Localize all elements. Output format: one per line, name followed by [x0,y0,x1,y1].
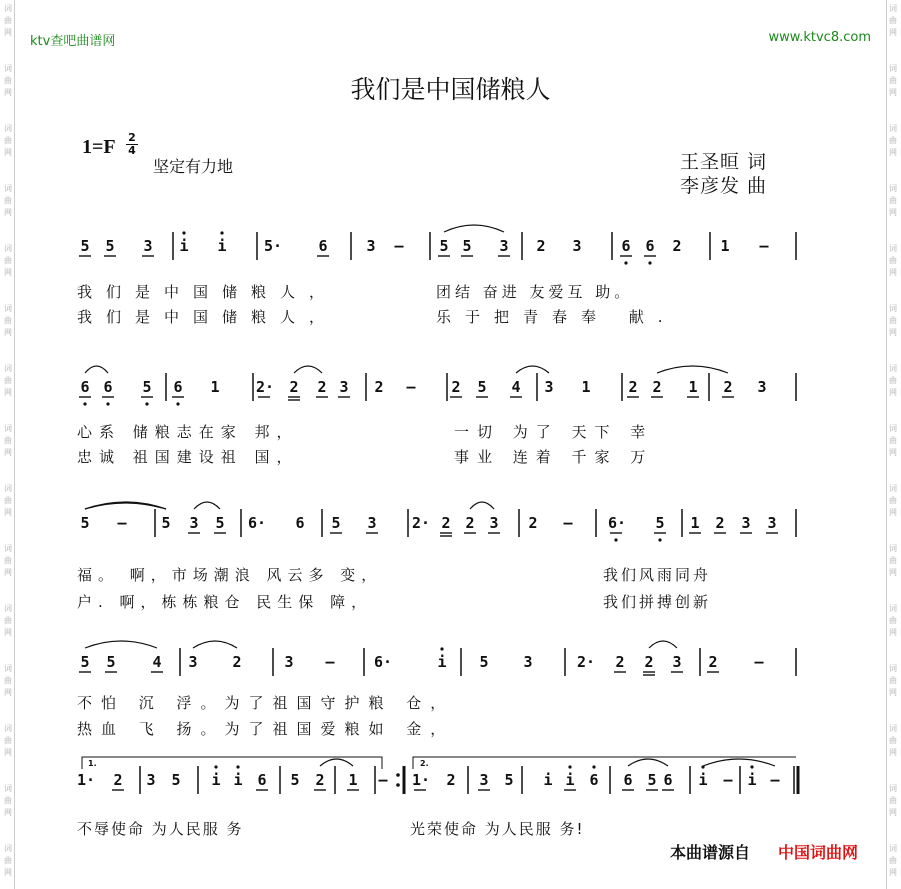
note: – [754,653,764,671]
slur [657,366,728,373]
footer-source-label: 本曲谱源自 [670,843,751,862]
watermark-char: 网 [889,388,897,397]
watermark-char: 词 [889,484,897,493]
watermark-char: 网 [889,208,897,217]
watermark-char: 词 [4,124,12,133]
watermark-char: 网 [889,628,897,637]
note: 2 [317,378,327,396]
note: 3 [757,378,767,396]
slur [444,225,504,232]
octave-dot-above [214,765,217,768]
note: i [211,771,221,789]
watermark-char: 网 [4,628,12,637]
key-signature: 1=F [82,136,116,158]
watermark-char: 曲 [889,796,897,805]
note: 5 [479,653,489,671]
note: 3 [339,378,349,396]
note: 2 [441,514,451,532]
watermark-char: 曲 [889,376,897,385]
watermark-char: 网 [889,268,897,277]
watermark-char: 词 [889,424,897,433]
note: 6 [645,237,655,255]
watermark-char: 网 [889,328,897,337]
note: – [378,771,388,789]
note: – [406,378,416,396]
watermark-char: 曲 [889,16,897,25]
lyric-row5-b: 光荣使命 为人民服 务! [410,820,585,838]
note: i [565,771,575,789]
note: 3 [767,514,777,532]
watermark-char: 曲 [4,736,12,745]
slur [294,366,322,373]
watermark-char: 曲 [4,76,12,85]
lyric-row1-v2b: 乐于把青春奉 献. [436,308,677,326]
note: 2 [465,514,475,532]
watermark-char: 曲 [4,616,12,625]
watermark-char: 词 [889,724,897,733]
note: – [117,514,127,532]
lyric-row2-v2b: 事业 连着 千家 万 [454,448,654,466]
note: i [747,771,757,789]
note: – [563,514,573,532]
octave-dot-below [176,402,179,405]
watermark-char: 曲 [889,676,897,685]
note: 5 [215,514,225,532]
watermark-char: 曲 [889,316,897,325]
repeat-dot [396,773,400,777]
watermark-char: 词 [889,664,897,673]
note: 3 [499,237,509,255]
note: i [217,237,227,255]
watermark-char: 曲 [889,196,897,205]
note: 5 [462,237,472,255]
watermark-char: 网 [889,148,897,157]
note: – [394,237,404,255]
note: 5 [290,771,300,789]
watermark-char: 曲 [889,616,897,625]
note: 6 [621,237,631,255]
note: 6 [318,237,328,255]
watermark-char: 网 [4,328,12,337]
note: 1 [581,378,591,396]
note: 2 [232,653,242,671]
note: 6 [80,378,90,396]
note: 4 [511,378,521,396]
note: 2 [715,514,725,532]
octave-dot-below [648,261,651,264]
watermark-char: 词 [889,844,897,853]
lyric-row2-v1b: 一切 为了 天下 幸 [454,423,654,441]
watermark-char: 词 [889,244,897,253]
slur [85,503,166,509]
note: 5 [439,237,449,255]
note: 2· [412,514,431,532]
note: 1 [690,514,700,532]
slur [628,759,668,766]
note: 5 [106,653,116,671]
note: i [179,237,189,255]
note: 2· [577,653,596,671]
watermark-char: 曲 [4,556,12,565]
slur [85,366,108,373]
note: – [770,771,780,789]
note: 2 [289,378,299,396]
watermark-char: 词 [889,64,897,73]
note: 5 [142,378,152,396]
octave-dot-below [624,261,627,264]
octave-dot-below [614,538,617,541]
watermark-char: 网 [889,868,897,877]
lyric-row1-v2a: 我们是中国储粮人， [77,308,339,326]
watermark-char: 词 [4,724,12,733]
note: 3 [367,514,377,532]
watermark-char: 网 [889,448,897,457]
lyric-row2-v1a: 心系 储粮志在家 邦， [77,423,299,441]
watermark-char: 曲 [4,196,12,205]
watermark-char: 网 [889,28,897,37]
lyric-row1-v1b: 团结 奋进 友爱互 助。 [436,283,634,301]
composer: 李彦发 曲 [680,175,768,197]
watermark-char: 曲 [4,136,12,145]
octave-dot-below [83,402,86,405]
note: 1 [348,771,358,789]
note: 1 [210,378,220,396]
site-right-link[interactable]: www.ktvc8.com [768,30,871,45]
watermark-char: 网 [4,28,12,37]
time-bottom: 4 [126,144,138,157]
note: 6 [663,771,673,789]
watermark-char: 曲 [889,496,897,505]
watermark-char: 网 [889,748,897,757]
watermark-char: 曲 [889,136,897,145]
note: – [759,237,769,255]
note: 3 [741,514,751,532]
site-left-link[interactable]: ktv查吧曲谱网 [30,34,116,49]
tempo-marking: 坚定有力地 [153,157,234,176]
octave-dot-below [145,402,148,405]
watermark-char: 网 [4,88,12,97]
watermark-char: 网 [4,388,12,397]
note: 5 [105,237,115,255]
note: 5 [655,514,665,532]
note: 4 [152,653,162,671]
note: 2 [528,514,538,532]
watermark-char: 词 [4,184,12,193]
watermark-char: 词 [4,64,12,73]
note: 6· [374,653,393,671]
watermark-char: 词 [4,4,12,13]
lyric-row4-v1: 不怕 沉 浮。为了祖国守护粮 仓， [77,694,455,712]
note: – [325,653,335,671]
watermark-char: 网 [889,808,897,817]
lyric-row3-v2b: 我们拼搏创新 [603,593,712,611]
time-top: 2 [128,131,136,144]
watermark-char: 词 [889,364,897,373]
note: 2 [374,378,384,396]
note: 3 [672,653,682,671]
watermark-char: 曲 [4,376,12,385]
octave-dot-above [592,765,595,768]
note: i [698,771,708,789]
song-title: 我们是中国储粮人 [350,75,551,104]
note: 2 [315,771,325,789]
watermark-char: 词 [4,604,12,613]
note: 5 [504,771,514,789]
octave-dot-above [220,231,223,234]
watermark-char: 词 [889,304,897,313]
watermark-char: 网 [4,268,12,277]
watermark-char: 网 [4,808,12,817]
note: i [543,771,553,789]
watermark-char: 网 [4,148,12,157]
watermark-char: 词 [4,244,12,253]
watermark-char: 网 [4,208,12,217]
watermark-char: 曲 [889,256,897,265]
note: 3 [479,771,489,789]
note: 2 [536,237,546,255]
lyric-row1-v1a: 我们是中国储粮人， [77,283,339,301]
slur [194,502,220,509]
octave-dot-above [182,231,185,234]
note: – [723,771,733,789]
watermark-char: 曲 [4,496,12,505]
note: 3 [146,771,156,789]
slur [320,759,353,766]
watermark-char: 词 [889,604,897,613]
note: 5· [264,237,283,255]
watermark-char: 曲 [889,856,897,865]
octave-dot-above [440,647,443,650]
volta-1-label: 1. [88,759,97,768]
watermark-char: 词 [4,664,12,673]
octave-dot-above [236,765,239,768]
note: 5 [80,237,90,255]
octave-dot-above [750,765,753,768]
note: 2 [708,653,718,671]
watermark-char: 词 [889,544,897,553]
note: 3 [544,378,554,396]
note: 2 [113,771,123,789]
note: 6 [173,378,183,396]
watermark-char: 网 [4,688,12,697]
watermark-char: 曲 [4,256,12,265]
lyric-row2-v2a: 忠诚 祖国建设祖 国， [77,448,299,466]
note: 6 [589,771,599,789]
note: 1 [720,237,730,255]
watermark-char: 曲 [4,16,12,25]
slur [703,759,775,766]
octave-dot-above [568,765,571,768]
watermark-char: 词 [889,784,897,793]
watermark-char: 网 [889,568,897,577]
note: 1· [77,771,96,789]
watermark-char: 曲 [4,676,12,685]
note: 6· [248,514,267,532]
note: 3 [284,653,294,671]
note: 3 [366,237,376,255]
volta-2-label: 2. [420,759,429,768]
note: 3 [143,237,153,255]
watermark-char: 网 [4,748,12,757]
note: i [233,771,243,789]
note: 2 [652,378,662,396]
lyric-row4-v2: 热血 飞 扬。为了祖国爱粮如 金， [77,720,455,738]
lyric-row5-a: 不辱使命 为人民服 务 [77,820,244,838]
watermark-char: 曲 [4,436,12,445]
octave-dot-below [106,402,109,405]
lyric-row3-v1a: 福。 啊，市场潮浪 风云多 变， [77,566,383,584]
note: 6 [257,771,267,789]
watermark-char: 网 [889,688,897,697]
watermark-char: 曲 [4,796,12,805]
watermark-char: 网 [889,88,897,97]
slur [85,641,157,648]
lyric-row3-v1b: 我们风雨同舟 [603,566,712,584]
watermark-char: 词 [4,484,12,493]
watermark-char: 网 [4,508,12,517]
note: 2 [672,237,682,255]
note: 6· [608,514,627,532]
note: 2· [256,378,275,396]
note: 3 [523,653,533,671]
note: 6 [103,378,113,396]
footer-brand[interactable]: 中国词曲网 [778,843,859,862]
watermark-char: 曲 [4,856,12,865]
watermark-char: 曲 [889,736,897,745]
watermark-char: 网 [889,508,897,517]
note: 3 [489,514,499,532]
watermark-char: 词 [889,184,897,193]
slur [193,641,237,648]
watermark-char: 曲 [889,436,897,445]
lyricist: 王圣晅 词 [680,151,768,173]
note: 2 [451,378,461,396]
note: 2 [615,653,625,671]
note: 2 [446,771,456,789]
watermark-char: 词 [4,844,12,853]
note: 2 [628,378,638,396]
note: 2 [644,653,654,671]
watermark-char: 曲 [889,556,897,565]
watermark-char: 网 [4,568,12,577]
repeat-dot [396,783,400,787]
note: 2 [723,378,733,396]
note: 5 [80,653,90,671]
note: i [437,653,447,671]
note: 5 [331,514,341,532]
watermark-char: 词 [4,304,12,313]
note: 6 [295,514,305,532]
watermark-char: 曲 [4,316,12,325]
note: 5 [647,771,657,789]
watermark-char: 词 [4,364,12,373]
note: 5 [80,514,90,532]
note: 1· [412,771,431,789]
note: 3 [188,653,198,671]
watermark-char: 网 [4,868,12,877]
lyric-row3-v2a: 户. 啊，栋栋粮仓 民生保 障， [77,593,373,611]
watermark-char: 词 [889,4,897,13]
octave-dot-below [658,538,661,541]
slur [516,366,549,373]
watermark-char: 曲 [889,76,897,85]
note: 3 [572,237,582,255]
watermark-char: 词 [4,784,12,793]
slur [649,641,677,648]
watermark-char: 词 [4,424,12,433]
watermark-char: 词 [889,124,897,133]
note: 3 [189,514,199,532]
note: 1 [688,378,698,396]
note: 5 [171,771,181,789]
watermark-char: 词 [4,544,12,553]
note: 6 [623,771,633,789]
note: 5 [477,378,487,396]
slur [470,502,494,509]
watermark-char: 网 [4,448,12,457]
note: 5 [161,514,171,532]
